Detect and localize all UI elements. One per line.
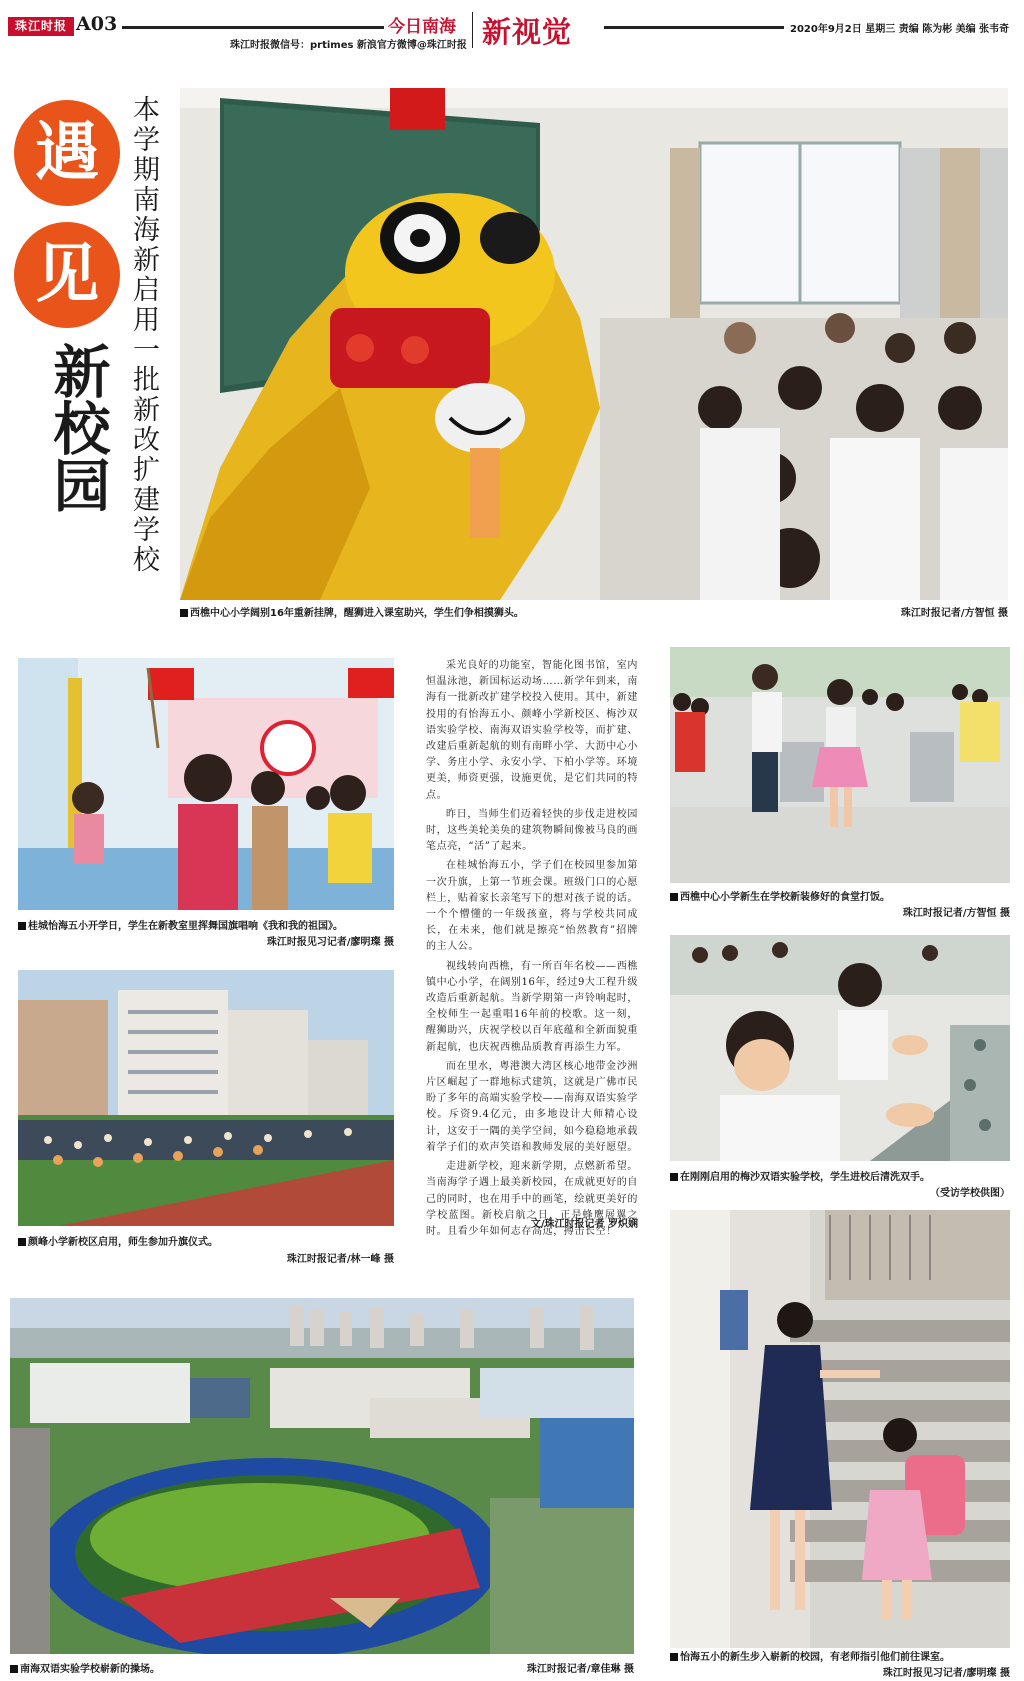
caption-flag-waving-text: 桂城怡海五小开学日，学生在新教室里挥舞国旗唱响《我和我的祖国》。 [28, 921, 343, 932]
article-paragraph: 昨日，当师生们迈着轻快的步伐走进校园时，这些美轮美奂的建筑物瞬间像被马良的画笔点亮，“活”了起来。 [426, 808, 638, 853]
caption-marker [670, 893, 678, 901]
caption-marker [670, 1653, 678, 1661]
masthead [0, 0, 1024, 58]
credit-hand-washing: （受访学校供图） [930, 1188, 1010, 1199]
caption-stairs [670, 1648, 950, 1663]
photo-canteen [670, 647, 1010, 883]
article-paragraph: 而在里水，粤港澳大湾区核心地带金沙洲片区崛起了一群地标式建筑，这就是广佛市民盼了多年的高端实验学校——南海双语实验学校。斥资9.4亿元，由多地设计大师精心设计，这安于一隅的美学空间，如今稳稳地承载着学子们的欢声笑语和教师发展的美好愿望。 [426, 1060, 638, 1153]
caption-marker [18, 1238, 26, 1246]
article-paragraph: 视线转向西樵，有一所百年名校——西樵镇中心小学，在阔别16年，经过9大工程升级改造后重新起航。当新学期第一声铃响起时，全校师生一起重唱16年前的校歌。这一刻，醒狮助兴，庆祝学校以百年底蕴和全新面貌重新起航，也庆祝西樵品质教育再添生力军。 [426, 960, 638, 1053]
section-name: 今日南海 [388, 17, 456, 37]
article-byline: 文/珠江时报记者 罗炽娴 [530, 1219, 638, 1230]
header-divider [472, 12, 473, 48]
caption-canteen [670, 888, 890, 903]
headline-subtitle: 本学期南海新启用一批新改扩建学校 [128, 95, 159, 575]
caption-flag-waving [18, 917, 343, 932]
article-paragraph: 在桂城怡海五小，学子们在校园里参加第一次升旗，上第一节班会课。班级门口的心愿栏上，贴着家长亲笔写下的想对孩子说的话。一个个懵懂的一年级孩童，将与学校共同成长，在未来，他们就是擦亮“怡然教育”招牌的主人公。 [426, 860, 638, 953]
dateline: 2020年9月2日 星期三 责编 陈为彬 美编 张韦奇 [790, 24, 1010, 35]
column-title: 新视觉 [482, 15, 573, 49]
credit-stairs: 珠江时报见习记者/廖明璨 摄 [882, 1668, 1010, 1679]
caption-aerial-campus [10, 1660, 160, 1675]
article-body [426, 658, 638, 1243]
social-accounts: 珠江时报微信号：prtimes 新浪官方微博@珠江时报 [230, 40, 467, 51]
caption-marker [10, 1665, 18, 1673]
article-paragraph: 采光良好的功能室，智能化图书馆，室内恒温泳池，新国标运动场……新学年到来，南海有一批新改扩建学校投入使用。其中，新建投用的有怡海五小、颜峰小学新校区、梅沙双语实验学校、南海双语实验学校等，而扩建、改建后重新起航的则有南畔小学、大沥中心小学、务庄小学、永安小学、下柏小学等。环境更美，师资更强，设施更优，是它们共同的特点。 [426, 660, 638, 801]
header-rule-left [122, 26, 384, 29]
headline-main: 新校园 [44, 342, 111, 513]
photo-flag-waving [18, 658, 394, 910]
caption-hand-washing [670, 1168, 930, 1183]
caption-flag-ceremony-text: 颜峰小学新校区启用，师生参加升旗仪式。 [28, 1237, 218, 1248]
credit-flag-waving: 珠江时报见习记者/廖明璨 摄 [266, 937, 394, 948]
credit-flag-ceremony: 珠江时报记者/林一峰 摄 [286, 1254, 394, 1265]
photo-stairs [670, 1210, 1010, 1648]
headline-char-2: 见 [14, 222, 120, 328]
photo-hand-washing [670, 935, 1010, 1161]
caption-canteen-text: 西樵中心小学新生在学校新装修好的食堂打饭。 [680, 892, 890, 903]
photo-lion-dance [180, 88, 1008, 600]
credit-aerial-campus: 珠江时报记者/章佳琳 摄 [526, 1664, 634, 1675]
credit-lion-dance: 珠江时报记者/方智恒 摄 [900, 608, 1008, 619]
caption-marker [18, 922, 26, 930]
caption-lion-dance-text: 西樵中心小学阔别16年重新挂牌，醒狮进入课室助兴，学生们争相摸狮头。 [190, 608, 524, 619]
caption-flag-ceremony [18, 1233, 218, 1248]
page-number: A03 [76, 13, 118, 35]
caption-stairs-text: 怡海五小的新生步入崭新的校园，有老师指引他们前往课室。 [680, 1652, 950, 1663]
caption-marker [670, 1173, 678, 1181]
newspaper-logo: 珠江时报 [8, 17, 74, 36]
caption-hand-washing-text: 在刚刚启用的梅沙双语实验学校，学生进校后清洗双手。 [680, 1172, 930, 1183]
header-rule-right [604, 26, 784, 29]
caption-lion-dance [180, 604, 524, 619]
article-paragraph: 走进新学校，迎来新学期，点燃新希望。当南海学子遇上最美新校园，在成就更好的自己的同时，也在用手中的画笔，绘就更美好的学校蓝图。新校启航之日，正是蜂鹰展翼之时。且看少年如何志存高远，搏击长空！ [426, 1161, 638, 1237]
caption-marker [180, 609, 188, 617]
photo-flag-ceremony [18, 970, 394, 1226]
caption-aerial-campus-text: 南海双语实验学校崭新的操场。 [20, 1664, 160, 1675]
credit-canteen: 珠江时报记者/方智恒 摄 [902, 908, 1010, 919]
headline-char-1: 遇 [14, 100, 120, 206]
photo-aerial-campus [10, 1298, 634, 1654]
